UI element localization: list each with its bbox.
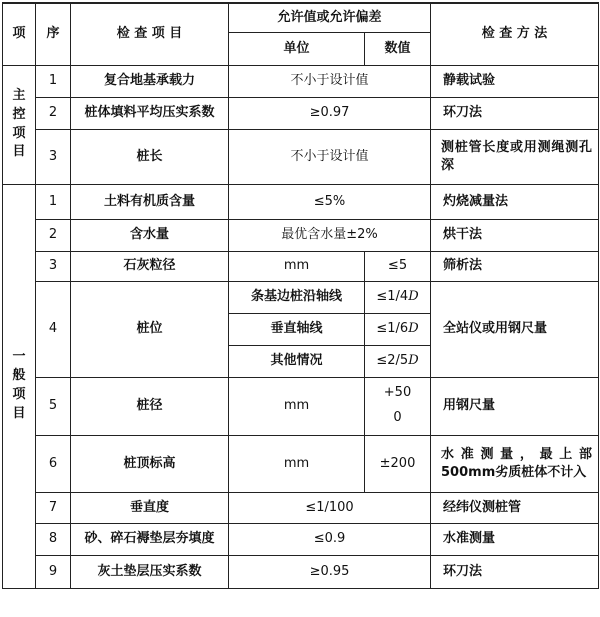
row-item: 复合地基承载力 <box>71 65 229 97</box>
row-item: 桩位 <box>71 281 229 377</box>
row-seq: 1 <box>36 184 71 219</box>
row-tolerance: ≤1/100 <box>229 492 431 523</box>
table-row <box>3 377 599 435</box>
sub-value: ≤1/6D <box>365 313 431 345</box>
row-method: 水准测量，最上部500mm劣质桩体不计入 <box>431 435 599 492</box>
row-method: 全站仪或用钢尺量 <box>431 281 599 377</box>
row-method: 经纬仪测桩管 <box>431 492 599 523</box>
row-method: 测桩管长度或用测绳测孔深 <box>431 129 599 184</box>
row-method: 烘干法 <box>431 219 599 251</box>
header-method: 检 查 方 法 <box>431 3 599 65</box>
row-item: 含水量 <box>71 219 229 251</box>
row-tolerance: ≥0.95 <box>229 555 431 588</box>
row-item: 桩体填料平均压实系数 <box>71 97 229 129</box>
row-seq: 3 <box>36 251 71 281</box>
row-seq: 8 <box>36 523 71 555</box>
row-method: 灼烧减量法 <box>431 184 599 219</box>
row-method: 静载试验 <box>431 65 599 97</box>
header-unit: 单位 <box>229 32 365 65</box>
table-row <box>3 251 599 281</box>
table-row <box>3 435 599 492</box>
row-tolerance: ≥0.97 <box>229 97 431 129</box>
row-value: ±200 <box>365 435 431 492</box>
row-tolerance: 不小于设计值 <box>229 65 431 97</box>
row-item: 砂、碎石褥垫层夯填度 <box>71 523 229 555</box>
row-item: 垂直度 <box>71 492 229 523</box>
row-value: ≤5 <box>365 251 431 281</box>
row-unit: mm <box>229 377 365 435</box>
table-row <box>3 555 599 588</box>
row-item: 桩长 <box>71 129 229 184</box>
sub-label: 垂直轴线 <box>229 313 365 345</box>
row-value: +50 0 <box>365 377 431 435</box>
row-seq: 5 <box>36 377 71 435</box>
row-unit: mm <box>229 435 365 492</box>
row-seq: 7 <box>36 492 71 523</box>
table-row <box>3 129 599 184</box>
row-item: 桩顶标高 <box>71 435 229 492</box>
row-method: 用钢尺量 <box>431 377 599 435</box>
row-method: 环刀法 <box>431 555 599 588</box>
table-row <box>3 97 599 129</box>
row-seq: 2 <box>36 97 71 129</box>
header-tolerance: 允许值或允许偏差 <box>229 3 431 32</box>
table-row <box>3 523 599 555</box>
inspection-table <box>2 2 599 589</box>
header-item: 检 查 项 目 <box>71 3 229 65</box>
table-row <box>3 65 599 97</box>
row-tolerance: 不小于设计值 <box>229 129 431 184</box>
header-seq: 序 <box>36 3 71 65</box>
table-row <box>3 492 599 523</box>
row-item: 桩径 <box>71 377 229 435</box>
sub-value: ≤1/4D <box>365 281 431 313</box>
header-value: 数值 <box>365 32 431 65</box>
sub-label: 其他情况 <box>229 345 365 377</box>
row-item: 灰土垫层压实系数 <box>71 555 229 588</box>
row-item: 土料有机质含量 <box>71 184 229 219</box>
row-seq: 9 <box>36 555 71 588</box>
group-general-label: 一 般 项 目 <box>3 184 36 588</box>
header-category: 项 <box>3 3 36 65</box>
row-tolerance: ≤5% <box>229 184 431 219</box>
row-seq: 3 <box>36 129 71 184</box>
row-unit: mm <box>229 251 365 281</box>
table-row <box>3 184 599 219</box>
sub-label: 条基边桩沿轴线 <box>229 281 365 313</box>
group-main-label: 主 控 项 目 <box>3 65 36 184</box>
row-tolerance: ≤0.9 <box>229 523 431 555</box>
row-tolerance: 最优含水量±2% <box>229 219 431 251</box>
table-row <box>3 281 599 313</box>
row-method: 水准测量 <box>431 523 599 555</box>
row-method: 环刀法 <box>431 97 599 129</box>
row-item: 石灰粒径 <box>71 251 229 281</box>
sub-value: ≤2/5D <box>365 345 431 377</box>
row-seq: 1 <box>36 65 71 97</box>
row-seq: 6 <box>36 435 71 492</box>
table-row <box>3 219 599 251</box>
row-seq: 2 <box>36 219 71 251</box>
row-seq: 4 <box>36 281 71 377</box>
row-method: 筛析法 <box>431 251 599 281</box>
